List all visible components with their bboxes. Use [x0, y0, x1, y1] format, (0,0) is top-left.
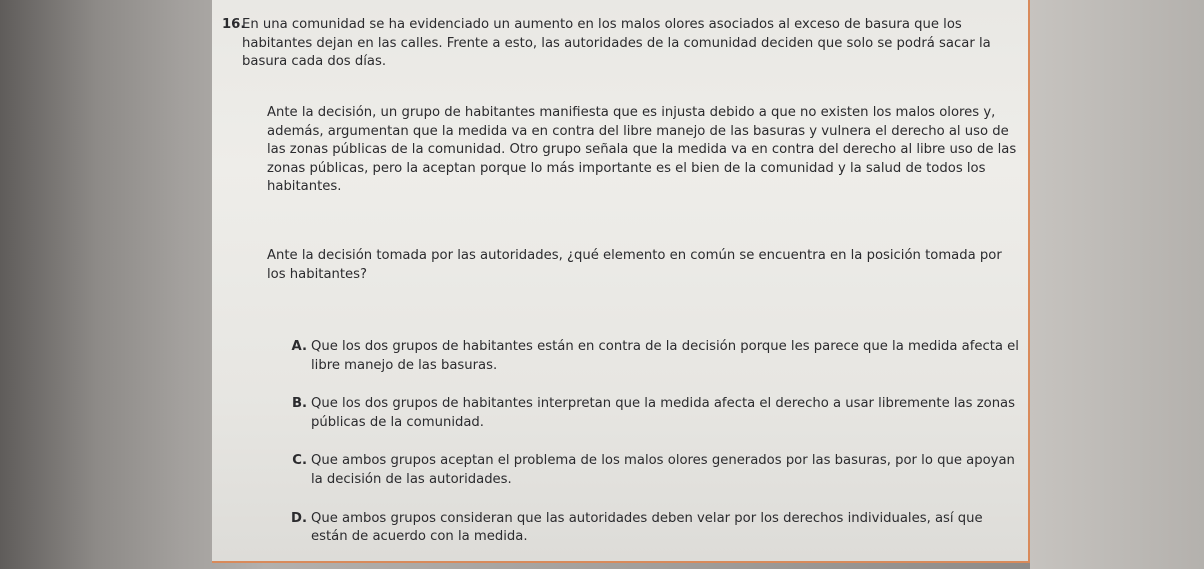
option-b[interactable]	[267, 395, 1019, 432]
stem-text: En una comunidad se ha evidenciado un aumento en los malos olores asociados al exceso de basura que los habitantes dejan en las calles. Frente a esto, las autoridades de la comunidad deciden que solo se podrá sacar la basura cada dos días.	[242, 17, 991, 70]
option-letter: D.	[291, 510, 307, 526]
option-text: Que ambos grupos aceptan el problema de los malos olores generados por las basuras, por lo que apoyan la decisión de las autoridades.	[311, 453, 1015, 487]
option-text: Que ambos grupos consideran que las autoridades deben velar por los derechos individuales, así que están de acuerdo con la medida.	[311, 510, 983, 545]
question-prompt: Ante la decisión tomada por las autoridades, ¿qué elemento en común se encuentra en la posición tomada por los habitantes?	[267, 248, 1002, 282]
option-letter: A.	[291, 339, 307, 354]
question-block	[212, 0, 1030, 563]
option-a[interactable]	[267, 338, 1019, 375]
question-number: 16.	[222, 17, 246, 32]
option-c[interactable]	[267, 452, 1019, 489]
option-text: Que los dos grupos de habitantes están en contra de la decisión porque les parece que la medida afecta el libre manejo de las basuras.	[311, 339, 1019, 373]
option-letter: B.	[291, 396, 307, 412]
answer-options	[267, 338, 1019, 567]
option-d[interactable]	[267, 510, 1019, 547]
option-text: Que los dos grupos de habitantes interpretan que la medida afecta el derecho a usar libremente las zonas públicas de la comunidad.	[311, 396, 1015, 430]
page-edge-shadow	[1030, 0, 1204, 569]
question-stem	[222, 16, 1022, 72]
context-paragraph: Ante la decisión, un grupo de habitantes manifiesta que es injusta debido a que no existen los malos olores y, además, argumentan que la medida va en contra del libre manejo de las basuras y vulnera el derecho al uso de las zonas públicas de la comunidad. Otro grupo señala que la medida va en contra del derecho al libre uso de las zonas públicas, pero la aceptan porque lo más importante es el bien de la comunidad y la salud de todos los habitantes.	[267, 105, 1017, 195]
exam-sheet	[212, 0, 1030, 563]
option-letter: C.	[292, 453, 307, 469]
